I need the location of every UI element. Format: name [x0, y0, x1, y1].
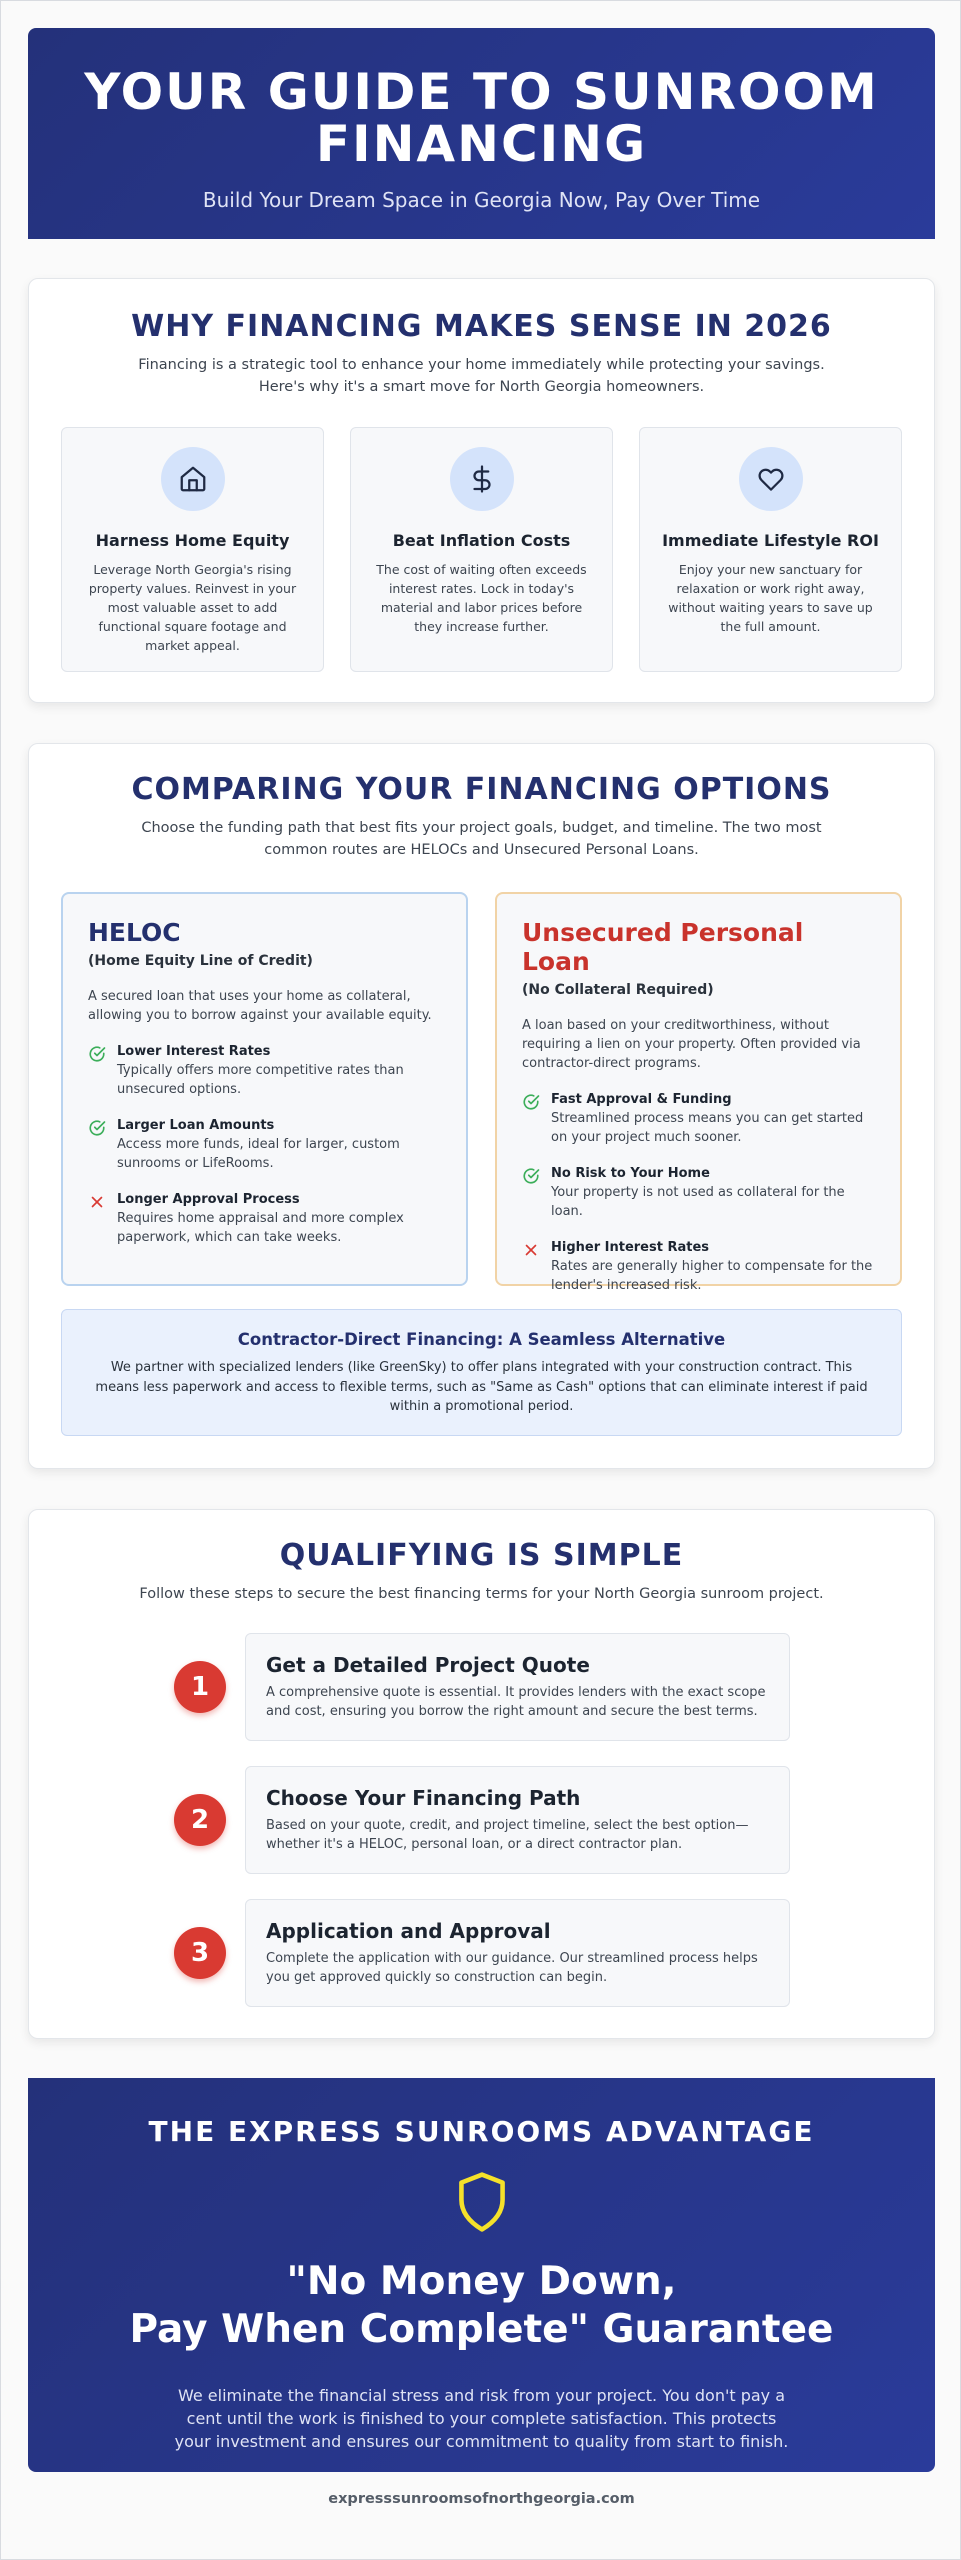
- home-icon: [161, 447, 225, 511]
- contractor-financing-title: Contractor-Direct Financing: A Seamless Alternative: [237, 1330, 726, 1349]
- personal-loan-title: Unsecured Personal Loan: [522, 918, 804, 976]
- heloc-description: A secured loan that uses your home as collateral, allowing you to borrow against your available equity.: [88, 989, 432, 1023]
- step-number-badge: 2: [174, 1794, 226, 1846]
- step-card: [245, 1633, 790, 1741]
- qualifying-title: QUALIFYING IS SIMPLE: [279, 1538, 684, 1573]
- contractor-financing-text: We partner with specialized lenders (like GreenSky) to offer plans integrated with your construction contract. This means less paperwork and access to flexible terms, such as "Same as Cash" options that can eliminate interest if paid within a promotional period.: [95, 1360, 868, 1414]
- shield-icon: [454, 2170, 510, 2234]
- compare-intro: Choose the funding path that best fits your project goals, budget, and timeline. The two most common routes are HELOCs and Unsecured Personal Loans.: [141, 820, 822, 858]
- why-title: WHY FINANCING MAKES SENSE IN 2026: [131, 309, 832, 344]
- feature-text: Your property is not used as collateral for the loan.: [551, 1185, 845, 1219]
- footer-website: expresssunroomsofnorthgeorgia.com: [328, 2491, 635, 2507]
- feature-title: Larger Loan Amounts: [117, 1118, 275, 1133]
- x-mark-icon: [88, 1193, 106, 1211]
- feature-title: No Risk to Your Home: [551, 1166, 710, 1181]
- heloc-feature: [88, 1118, 441, 1173]
- check-circle-icon: [88, 1045, 106, 1063]
- dollar-icon: [450, 447, 514, 511]
- benefit-text: Enjoy your new sanctuary for relaxation or work right away, without waiting years to save up the full amount.: [668, 562, 873, 634]
- feature-title: Higher Interest Rates: [551, 1240, 710, 1255]
- step-title: Application and Approval: [266, 1919, 551, 1943]
- benefit-text: Leverage North Georgia's rising property values. Reinvest in your most valuable asset to add functional square footage and market appeal.: [88, 562, 297, 653]
- step-text: Based on your quote, credit, and project timeline, select the best option—whether it's a HELOC, personal loan, or a direct contractor plan.: [266, 1818, 749, 1852]
- benefit-title: Harness Home Equity: [95, 531, 290, 550]
- step-title: Get a Detailed Project Quote: [266, 1653, 590, 1677]
- guarantee-quote: [28, 2258, 935, 2354]
- personal-loan-feature: [522, 1166, 875, 1221]
- feature-title: Fast Approval & Funding: [551, 1092, 732, 1107]
- benefit-card-inflation: [350, 427, 613, 672]
- feature-text: Access more funds, ideal for larger, custom sunrooms or LifeRooms.: [117, 1137, 400, 1171]
- personal-loan-subtitle: (No Collateral Required): [522, 982, 714, 998]
- personal-loan-card: [495, 892, 902, 1293]
- contractor-financing-callout: [61, 1309, 902, 1436]
- heloc-feature: [88, 1044, 441, 1099]
- advantage-title: THE EXPRESS SUNROOMS ADVANTAGE: [148, 2115, 815, 2148]
- feature-text: Typically offers more competitive rates than unsecured options.: [117, 1063, 404, 1097]
- step-number-badge: 1: [174, 1661, 226, 1713]
- compare-section: [28, 743, 935, 1469]
- feature-title: Lower Interest Rates: [117, 1044, 271, 1059]
- feature-text: Requires home appraisal and more complex paperwork, which can take weeks.: [117, 1211, 404, 1245]
- hero-banner: [28, 28, 935, 239]
- page-subtitle: Build Your Dream Space in Georgia Now, Pay Over Time: [202, 188, 761, 212]
- benefit-card-home-equity: [61, 427, 324, 672]
- check-circle-icon: [522, 1167, 540, 1185]
- qualifying-section: [28, 1509, 935, 2039]
- heloc-subtitle: (Home Equity Line of Credit): [88, 953, 313, 969]
- guarantee-quote-line-2: Pay When Complete" Guarantee: [129, 2307, 834, 2352]
- qualifying-intro: Follow these steps to secure the best financing terms for your North Georgia sunroom project.: [139, 1586, 824, 1602]
- heloc-title: HELOC: [88, 918, 181, 947]
- advantage-banner: [28, 2078, 935, 2472]
- guarantee-quote-line-1: "No Money Down,: [286, 2259, 677, 2304]
- personal-loan-feature: [522, 1092, 875, 1147]
- benefit-title: Beat Inflation Costs: [392, 531, 571, 550]
- feature-title: Longer Approval Process: [117, 1192, 300, 1207]
- feature-text: Streamlined process means you can get started on your project much sooner.: [551, 1111, 864, 1145]
- personal-loan-feature: [522, 1240, 875, 1295]
- check-circle-icon: [88, 1119, 106, 1137]
- check-circle-icon: [522, 1093, 540, 1111]
- personal-loan-description: A loan based on your creditworthiness, without requiring a lien on your property. Often provided via contractor-direct programs.: [522, 1018, 861, 1071]
- step-card: [245, 1766, 790, 1874]
- benefit-title: Immediate Lifestyle ROI: [662, 531, 879, 550]
- benefit-text: The cost of waiting often exceeds interest rates. Lock in today's material and labor prices before they increase further.: [376, 562, 587, 634]
- x-mark-icon: [522, 1241, 540, 1259]
- compare-title: COMPARING YOUR FINANCING OPTIONS: [131, 772, 832, 807]
- step-card: [245, 1899, 790, 2007]
- heloc-feature: [88, 1192, 441, 1247]
- feature-text: Rates are generally higher to compensate for the lender's increased risk.: [551, 1259, 873, 1293]
- step-text: Complete the application with our guidance. Our streamlined process helps you get approved quickly so construction can begin.: [266, 1951, 758, 1985]
- heart-icon: [739, 447, 803, 511]
- step-title: Choose Your Financing Path: [266, 1786, 581, 1810]
- heloc-card: [61, 892, 468, 1286]
- step-text: A comprehensive quote is essential. It provides lenders with the exact scope and cost, ensuring you borrow the right amount and secure the best terms.: [266, 1685, 766, 1719]
- page-title: YOUR GUIDE TO SUNROOM FINANCING: [84, 63, 879, 173]
- advantage-text: We eliminate the financial stress and risk from your project. You don't pay a cent until the work is finished to your complete satisfaction. This protects your investment and ensures our commitment to quality from start to finish.: [174, 2386, 789, 2451]
- why-financing-section: [28, 278, 935, 703]
- benefit-card-lifestyle: [639, 427, 902, 672]
- step-number-badge: 3: [174, 1927, 226, 1979]
- why-intro: Financing is a strategic tool to enhance your home immediately while protecting your savings. Here's why it's a smart move for North Georgia homeowners.: [138, 357, 825, 395]
